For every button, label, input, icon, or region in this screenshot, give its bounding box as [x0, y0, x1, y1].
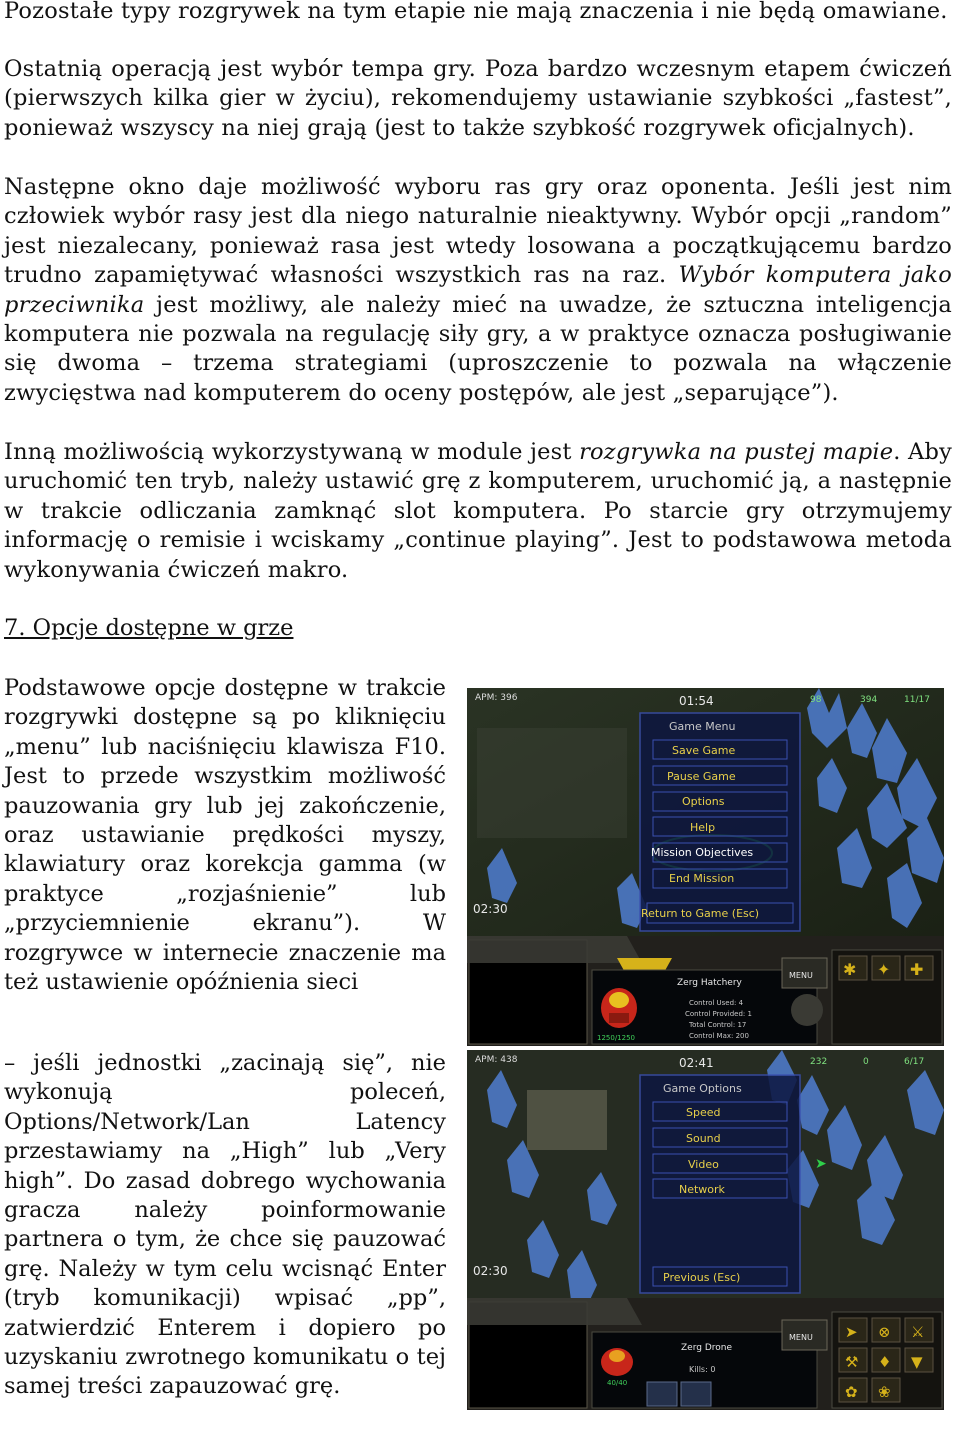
arrows-icon: ✦ [877, 960, 891, 979]
empty-map-paragraph: Inną możliwością wykorzystywaną w module jest rozgrywka na pustej mapie. Aby uruchomić ten tryb, należy ustawić grę z komputerem, uruchomić ją, a następnie w trakcie odliczania zamknąć slot komputera. Po starcie gry otrzymujemy informację o remisie i wciskamy „continue playing”. Jest to podstawowa metoda wykonywania ćwiczeń makro. [4, 439, 952, 583]
options-title: Game Options [663, 1082, 742, 1095]
menu-item-return-to-game[interactable]: Return to Game (Esc) [641, 907, 760, 920]
race-paragraph: Następne okno daje możliwość wyboru ras gry oraz oponenta. Jeśli jest nim człowiek wybór rasy jest dla niego naturalnie nieaktywny. Wybór opcji „random” jest niezalecany, ponieważ rasa jest wtedy losowana a początkującemu bardzo trudno zapamiętywać własności wszystkich ras na raz. Wybór komputera jako przeciwnika jest możliwy, ale należy mieć na uwadze, że sztuczna inteligencja komputera nie pozwala na regulację siły gry, a w praktyce oznacza posługiwanie się dwoma – trzema strategiami (uproszczenie to pozwala na włączenie zwycięstwa nad komputerem do oceny postępów, ale jest „separujące”). [4, 174, 952, 406]
move-icon: ➤ [845, 1323, 858, 1341]
return-cargo-icon: ♦ [878, 1353, 892, 1371]
menu-button-2[interactable]: MENU [789, 1333, 813, 1342]
menu-button[interactable]: MENU [789, 971, 813, 980]
unit-ability-1[interactable] [647, 1382, 677, 1406]
unit-name-2: Zerg Drone [681, 1343, 732, 1353]
intro-paragraph-2: Ostatnią operacją jest wybór tempa gry. Poza bardzo wczesnym etapem ćwiczeń (pierwszych kilka gier w życiu), rekomendujemy ustawianie szybkości „fastest”, ponieważ wszyscy na niej grają (jest to także szybkość rozgrywek oficjalnych). [4, 56, 952, 141]
stop-icon: ⊗ [878, 1323, 891, 1341]
attack-icon: ⚔ [911, 1323, 925, 1341]
supply-readout-2: 6/17 [904, 1057, 925, 1067]
resource-1-2: 232 [810, 1057, 828, 1067]
empty-map-italic: rozgrywka na pustej mapie [579, 439, 894, 465]
menu-item-help[interactable]: Help [690, 821, 716, 834]
apm-readout-2: APM: 438 [475, 1055, 518, 1065]
unit-stat-2: Control Provided: 1 [685, 1010, 752, 1018]
cursor-icon: ➤ [815, 1156, 827, 1172]
bug-icon: ✱ [843, 960, 857, 979]
resource-2-2: 0 [863, 1057, 869, 1067]
menu-item-options[interactable]: Options [682, 795, 725, 808]
unit-stat-3: Total Control: 17 [689, 1021, 747, 1029]
game-options-scene [467, 1050, 944, 1410]
clock-readout-2: 02:41 [679, 1056, 714, 1070]
advisor-portrait [791, 994, 823, 1026]
building-icon [527, 1090, 607, 1150]
options-item-network[interactable]: Network [679, 1183, 725, 1196]
game-menu-screenshot [467, 688, 944, 1046]
options-paragraph-1: Podstawowe opcje dostępne w trakcie rozgrywki dostępne są po kliknięciu „menu” lub naciśnięciu klawisza F10. Jest to przede wszystkim możliwość pauzowania gry lub jej zakończenie, oraz ustawianie prędkości myszy, klawiatury oraz korekcja gamma (w praktyce „rozjaśnienie” lub „przyciemnienie ekranu”). W rozgrywce w internecie znaczenie ma też ustawienie opóźnienia sieci [4, 675, 446, 996]
unit-ability-2[interactable] [681, 1382, 711, 1406]
build-basic-icon: ✿ [845, 1383, 858, 1401]
unit-hp: 1250/1250 [597, 1034, 635, 1042]
menu-item-end-mission[interactable]: End Mission [669, 872, 735, 885]
left-column-top [4, 674, 446, 997]
section-heading: 7. Opcje dostępne w grze [4, 615, 294, 641]
unit-name: Zerg Hatchery [677, 978, 742, 988]
race-italic: Wybór komputera jako przeciwnika [4, 262, 952, 318]
left-column-bottom [4, 1049, 446, 1402]
zerg-hatchery-portrait-icon [601, 988, 637, 1028]
options-item-speed[interactable]: Speed [686, 1106, 721, 1119]
menu-item-pause-game[interactable]: Pause Game [667, 770, 736, 783]
unit-hp-2: 40/40 [607, 1379, 628, 1387]
build-advanced-icon: ❀ [878, 1383, 891, 1401]
menu-item-save-game[interactable]: Save Game [672, 744, 736, 757]
supply-readout: 11/17 [904, 695, 930, 705]
game-menu-scene [467, 688, 944, 1046]
intro-paragraph-1: Pozostałe typy rozgrywek na tym etapie nie mają znaczenia i nie będą omawiane. [4, 0, 948, 24]
unit-kills: Kills: 0 [689, 1365, 716, 1374]
clock-readout: 01:54 [679, 694, 714, 708]
unit-stat-1: Control Used: 4 [689, 999, 744, 1007]
game-options-screenshot [467, 1050, 944, 1410]
options-item-previous[interactable]: Previous (Esc) [663, 1271, 741, 1284]
resource-2: 394 [860, 695, 878, 705]
gather-icon: ⚒ [845, 1353, 859, 1371]
dash-icon: ✚ [910, 960, 924, 979]
menu-item-mission-objectives[interactable]: Mission Objectives [651, 846, 754, 859]
menu-title: Game Menu [669, 720, 736, 733]
resource-1: 98 [810, 695, 822, 705]
options-item-sound[interactable]: Sound [686, 1132, 721, 1145]
burrow-icon: ▼ [911, 1353, 923, 1371]
options-paragraph-2: – jeśli jednostki „zacinają się”, nie wykonują poleceń, Options/Network/Lan Latency przestawiamy na „High” lub „Very high”. Do zasad dobrego wychowania gracza należy poinformowanie partnera o tym, że chce się pauzować grę. Należy w tym celu wcisnąć Enter (tryb komunikacji) wpisać „pp”, zatwierdzić Enterem i dopiero po uzyskaniu zwrotnego komunikatu o tej samej treści zapauzować grę. [4, 1050, 446, 1400]
timer-readout-2: 02:30 [473, 1264, 508, 1278]
apm-readout: APM: 396 [475, 693, 518, 703]
unit-stat-4: Control Max: 200 [689, 1032, 749, 1040]
timer-readout: 02:30 [473, 902, 508, 916]
options-item-video[interactable]: Video [688, 1158, 719, 1171]
zerg-drone-portrait-icon [601, 1348, 633, 1376]
